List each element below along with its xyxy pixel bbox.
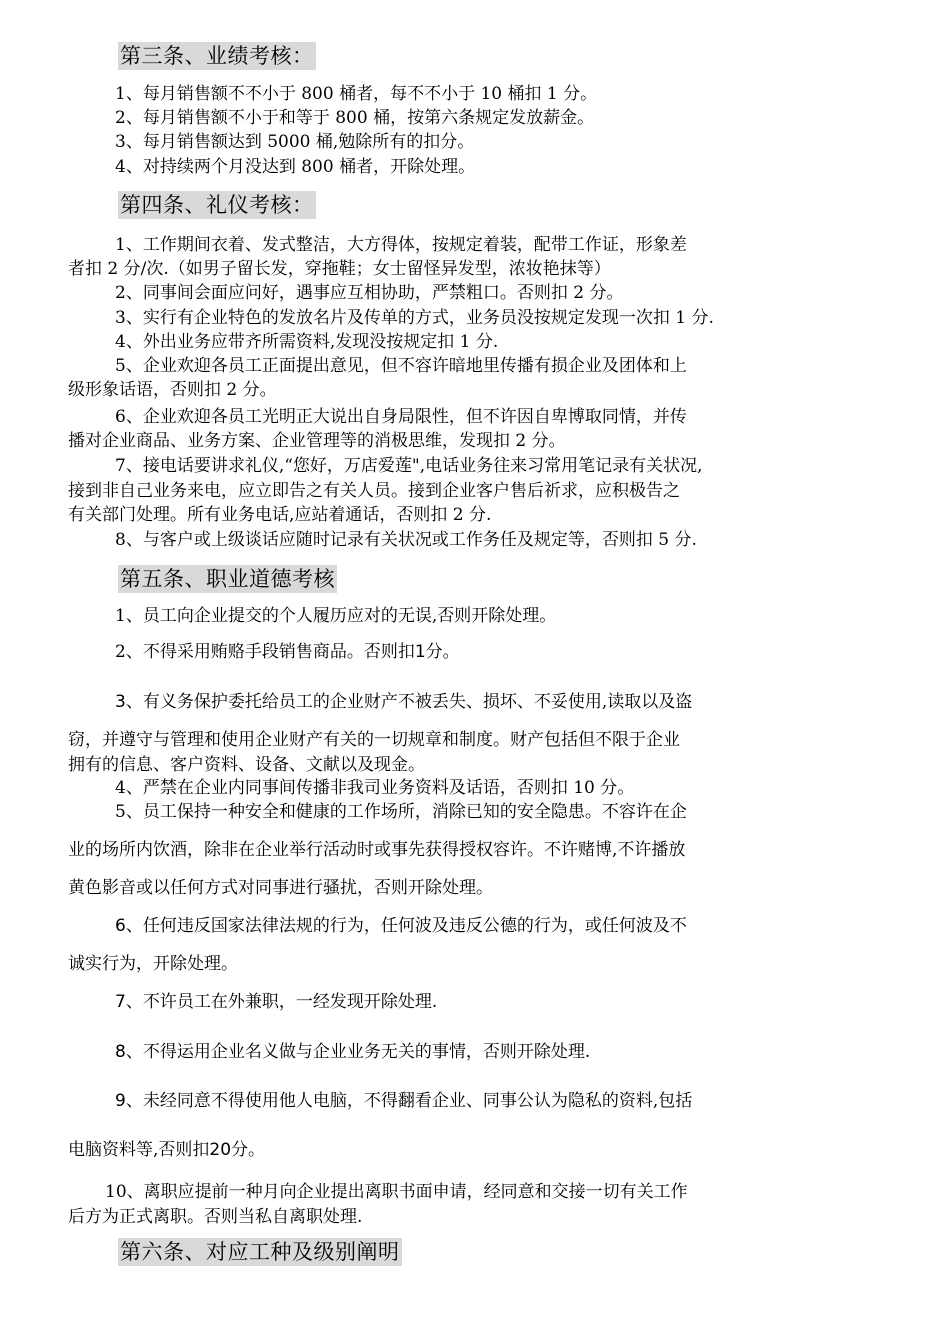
s5-line-11: 诚实行为，开除处理。 [68, 954, 238, 974]
s5-line-14 [115, 1089, 692, 1113]
s4-line-13: 8、与客户或上级谈话应随时记录有关状况或工作务任及规定等，否则扣 5 分. [115, 530, 697, 550]
s5-line-3-text: 、有义务保护委托给员工的企业财产不被丢失、损坏、不妥使用,读取以及盗 [125, 692, 693, 712]
s5-line-14-text: 、未经同意不得使用他人电脑，不得翻看企业、同事公认为隐私的资料,包括 [125, 1091, 693, 1111]
s5-line-15 [68, 1138, 265, 1162]
s4-line-9: 播对企业商品、业务方案、企业管理等的消极思维，发现扣 2 分。 [68, 431, 566, 451]
s5-line-4: 窃，并遵守与管理和使用企业财产有关的一切规章和制度。财产包括但不限于企业 [68, 730, 680, 750]
s4-line-10: 7、接电话要讲求礼仪,“您好，万店爱莲",电话业务往来习常用笔记录有关状况, [115, 456, 703, 476]
s3-item-1: 1、每月销售额不不小于 800 桶者，每不不小于 10 桶扣 1 分。 [115, 84, 598, 104]
s5-line-13 [115, 1040, 590, 1064]
s5-line-15-tail: 分。 [231, 1140, 266, 1160]
s5-line-3-number: 3 [115, 692, 126, 712]
section-6-title: 第六条、对应工种及级别阐明 [120, 1240, 400, 1264]
s4-line-7: 级形象话语，否则扣 2 分。 [68, 380, 277, 400]
s5-line-1: 1、员工向企业提交的个人履历应对的无误,否则开除处理。 [115, 606, 557, 626]
s5-line-14-number: 9 [115, 1091, 126, 1111]
s4-line-5: 4、外出业务应带齐所需资料,发现没按规定扣 1 分. [115, 332, 499, 352]
s5-line-8: 业的场所内饮酒，除非在企业举行活动时或事先获得授权容许。不许赌博,不许播放 [68, 840, 686, 860]
s5-line-10-text: 、任何违反国家法律法规的行为，任何波及违反公德的行为，或任何波及不 [125, 916, 687, 936]
s5-line-2-tail: 分。 [425, 642, 460, 662]
s5-line-10 [115, 914, 687, 938]
s5-line-5: 拥有的信息、客户资料、设备、文献以及现金。 [68, 755, 425, 775]
s5-line-12 [115, 990, 437, 1014]
s3-item-2: 2、每月销售额不小于和等于 800 桶，按第六条规定发放薪金。 [115, 108, 595, 128]
s5-line-10-number: 6 [115, 916, 126, 936]
section-5-title: 第五条、职业道德考核 [120, 567, 335, 591]
s4-line-8: 6、企业欢迎各员工光明正大说出自身局限性，但不许因自卑博取同情，并传 [115, 407, 687, 427]
s4-line-12: 有关部门处理。所有业务电话,应站着通话，否则扣 2 分. [68, 505, 492, 525]
s5-line-2-text: 2、不得采用贿赂手段销售商品。否则扣 [115, 642, 415, 662]
s3-item-3: 3、每月销售额达到 5000 桶,勉除所有的扣分。 [115, 132, 475, 152]
s5-line-13-text: 、不得运用企业名义做与企业业务无关的事情，否则开除处理. [125, 1042, 591, 1062]
s5-line-12-number: 7 [115, 992, 126, 1012]
s5-line-12-text: 、不许员工在外兼职，一经发现开除处理. [125, 992, 438, 1012]
s5-line-7: 5、员工保持一种安全和健康的工作场所，消除已知的安全隐患。不容许在企 [115, 802, 687, 822]
s5-line-16: 10、离职应提前一种月向企业提出离职书面申请，经同意和交接一切有关工作 [105, 1182, 688, 1202]
s5-line-15-text: 电脑资料等,否则扣 [68, 1140, 210, 1160]
s3-item-4: 4、对持续两个月没达到 800 桶者，开除处理。 [115, 157, 476, 177]
s5-line-15-number: 20 [209, 1140, 232, 1160]
s4-line-2: 者扣 2 分/次.（如男子留长发，穿拖鞋；女士留怪异发型，浓妆艳抹等） [68, 259, 611, 279]
section-4-title: 第四条、礼仪考核： [120, 193, 314, 217]
s5-line-17: 后方为正式离职。否则当私自离职处理. [68, 1207, 363, 1227]
s5-line-2-number: 1 [414, 642, 426, 662]
s5-line-9: 黄色影音或以任何方式对同事进行骚扰，否则开除处理。 [68, 878, 493, 898]
s5-line-6: 4、严禁在企业内同事间传播非我司业务资料及话语，否则扣 10 分。 [115, 778, 635, 798]
s5-line-13-number: 8 [115, 1042, 126, 1062]
s4-line-6: 5、企业欢迎各员工正面提出意见，但不容许暗地里传播有损企业及团体和上 [115, 356, 687, 376]
s4-line-1: 1、工作期间衣着、发式整洁，大方得体，按规定着装，配带工作证，形象差 [115, 235, 687, 255]
s4-line-11: 接到非自己业务来电，应立即告之有关人员。接到企业客户售后祈求，应积极告之 [68, 481, 680, 501]
s5-line-2 [115, 640, 460, 664]
s4-line-3: 2、同事间会面应问好，遇事应互相协助，严禁粗口。否则扣 2 分。 [115, 283, 624, 303]
s5-line-3 [115, 690, 692, 714]
section-3-title: 第三条、业绩考核： [120, 44, 314, 68]
s4-line-4: 3、实行有企业特色的发放名片及传单的方式，业务员没按规定发现一次扣 1 分. [115, 308, 714, 328]
